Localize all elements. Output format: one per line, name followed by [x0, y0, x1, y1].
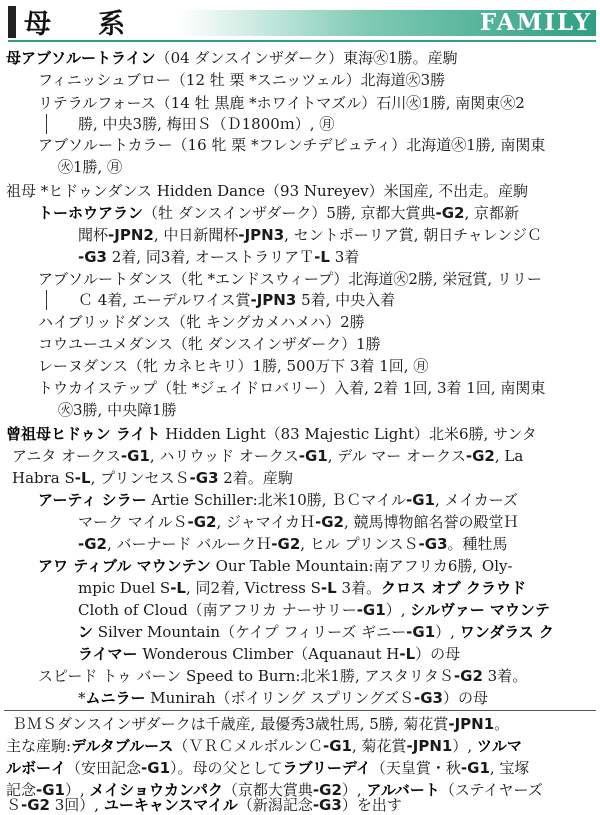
- offspring-line: ハイブリッドダンス（牝 キングカメハメハ）2勝: [38, 313, 365, 331]
- offspring-line: トウカイステップ（牡 *ジェイドロバリー）入着, 2着 1回, 3着 1回, 南関東: [38, 379, 546, 397]
- great-granddam-line: 曾祖母ヒドゥン ライト Hidden Light（83 Majestic Light）北米6勝, サンタ: [6, 425, 537, 443]
- header-bar-marker: [8, 6, 16, 38]
- offspring-name: トーホウアラン: [38, 204, 144, 222]
- offspring-line: トーホウアラン（牡 ダンスインザダーク）5勝, 京都大賞典-G2, 京都新: [38, 204, 520, 222]
- offspring-line: アブソルートダンス（牝 *エンドスウィープ）北海道㊋2勝, 栄冠賞, リリー: [38, 270, 542, 288]
- offspring-continuation: Ｃ 4着, エーデルワイス賞-JPN3 5着, 中央入着: [78, 291, 396, 309]
- bms-line: 主な産駒:デルタブルース（ＶＲＣメルボルンＣ-G1, 菊花賞-JPN1）, ツルマ: [6, 737, 522, 755]
- offspring-continuation: 勝, 中央3勝, 梅田Ｓ（Ｄ1800ｍ）, ㊊: [78, 115, 335, 133]
- indent-bar: [46, 114, 47, 134]
- offspring-line: アワ ティブル マウンテン Our Table Mountain:南アフリカ6勝, Oly-: [38, 557, 513, 575]
- offspring-line: コウユーユメダンス（牝 ダンスインザダーク）1勝: [38, 335, 381, 353]
- offspring-line: スピード トゥ バーン Speed to Burn:北米1勝, アスタリタＳ-G2 3着。: [38, 667, 528, 685]
- bms-line: ＢＭＳダンスインザダークは千歳産, 最優秀3歳牡馬, 5勝, 菊花賞-JPN1。: [12, 715, 510, 733]
- offspring-line: リテラルフォース（14 牡 黒鹿 *ホワイトマズル）石川㊋1勝, 南関東㊋2: [38, 94, 525, 112]
- offspring-continuation: マーク マイルＳ-G2, ジャマイカＨ-G2, 競馬博物館名誉の殿堂Ｈ: [78, 513, 519, 531]
- dam-text: （04 ダンスインザダーク）東海㊋1勝。産駒: [155, 49, 458, 67]
- offspring-continuation: ㊋3勝, 中央障1勝: [58, 401, 177, 419]
- bms-line: ルボーイ（安田記念-G1）。母の父としてラブリーデイ（天皇賞・秋-G1, 宝塚: [6, 759, 530, 777]
- dam-label: 母: [6, 49, 22, 67]
- offspring-line: アブソルートカラー（16 牝 栗 *フレンチデピュティ）北海道㊋1勝, 南関東: [38, 136, 546, 154]
- bms-line: Ｓ-G2 3回）, ユーキャンスマイル（新潟記念-G3）を出す: [6, 796, 402, 814]
- granddam-line: 祖母 *ヒドゥンダンス Hidden Dance（93 Nureyev）米国産, 不出走。産駒: [6, 182, 529, 200]
- offspring-line: アーティ シラー Artie Schiller:北米10勝, ＢＣマイル-G1, メイカーズ: [38, 491, 519, 509]
- offspring-continuation: 聞杯-JPN2, 中日新聞杯-JPN3, セントポーリア賞, 朝日チャレンジＣ: [78, 226, 543, 244]
- section-divider: [4, 710, 596, 711]
- offspring-line: レーヌダンス（牝 カネヒキリ）1勝, 500万下 3着 1回, ㊊: [38, 357, 429, 375]
- offspring-line: フィニッシュブロー（12 牡 栗 *スニッツェル）北海道㊋3勝: [38, 71, 446, 89]
- offspring-continuation: ㊋1勝, ㊊: [58, 158, 123, 176]
- dam-name: アブソルートライン: [21, 49, 156, 67]
- header-rule: [8, 40, 596, 42]
- great-granddam-name: ヒドゥン ライト: [51, 425, 161, 443]
- section-header: [0, 0, 600, 44]
- dam-line: [6, 48, 458, 68]
- bms-line: 記念-G1）, メイショウカンパク（京都大賞典-G2）, アルバート（ステイヤーズ: [6, 781, 543, 799]
- offspring-name: アーティ シラー: [38, 491, 147, 509]
- section-title: 母 系: [24, 9, 135, 40]
- offspring-continuation: mpic Duel S-L, 同2着, Victress S-L 3着。クロス オブ クラウド: [78, 579, 527, 597]
- offspring-continuation: Cloth of Cloud（南アフリカ ナーサリー-G1）, シルヴァー マウンテ: [78, 601, 550, 619]
- family-label: FAMILY: [479, 9, 592, 36]
- great-granddam-label: 曾祖母: [6, 425, 52, 443]
- great-granddam-continuation: アニタ オークス-G1, ハリウッド オークス-G1, デル マー オークス-G2, La: [12, 447, 524, 465]
- offspring-continuation: *ムニラー Munirah（ボイリング スプリングズＳ-G3）の母: [78, 689, 488, 707]
- offspring-continuation: ン Silver Mountain（ケイプ フィリーズ ギニー-G1）, ワンダラス ク: [78, 623, 554, 641]
- indent-bar: [46, 290, 47, 310]
- offspring-continuation: -G2, バーナード バルークＨ-G2, ヒル プリンスＳ-G3。種牡馬: [78, 535, 508, 553]
- offspring-continuation: -G3 2着, 同3着, オーストラリアＴ-L 3着: [78, 248, 360, 266]
- offspring-name: アワ ティブル マウンテン: [38, 557, 211, 575]
- great-granddam-continuation: Habra S-L, プリンセスＳ-G3 2着。産駒: [12, 469, 293, 487]
- offspring-continuation: ライマー Wonderous Climber（Aquanaut H-L）の母: [78, 645, 461, 663]
